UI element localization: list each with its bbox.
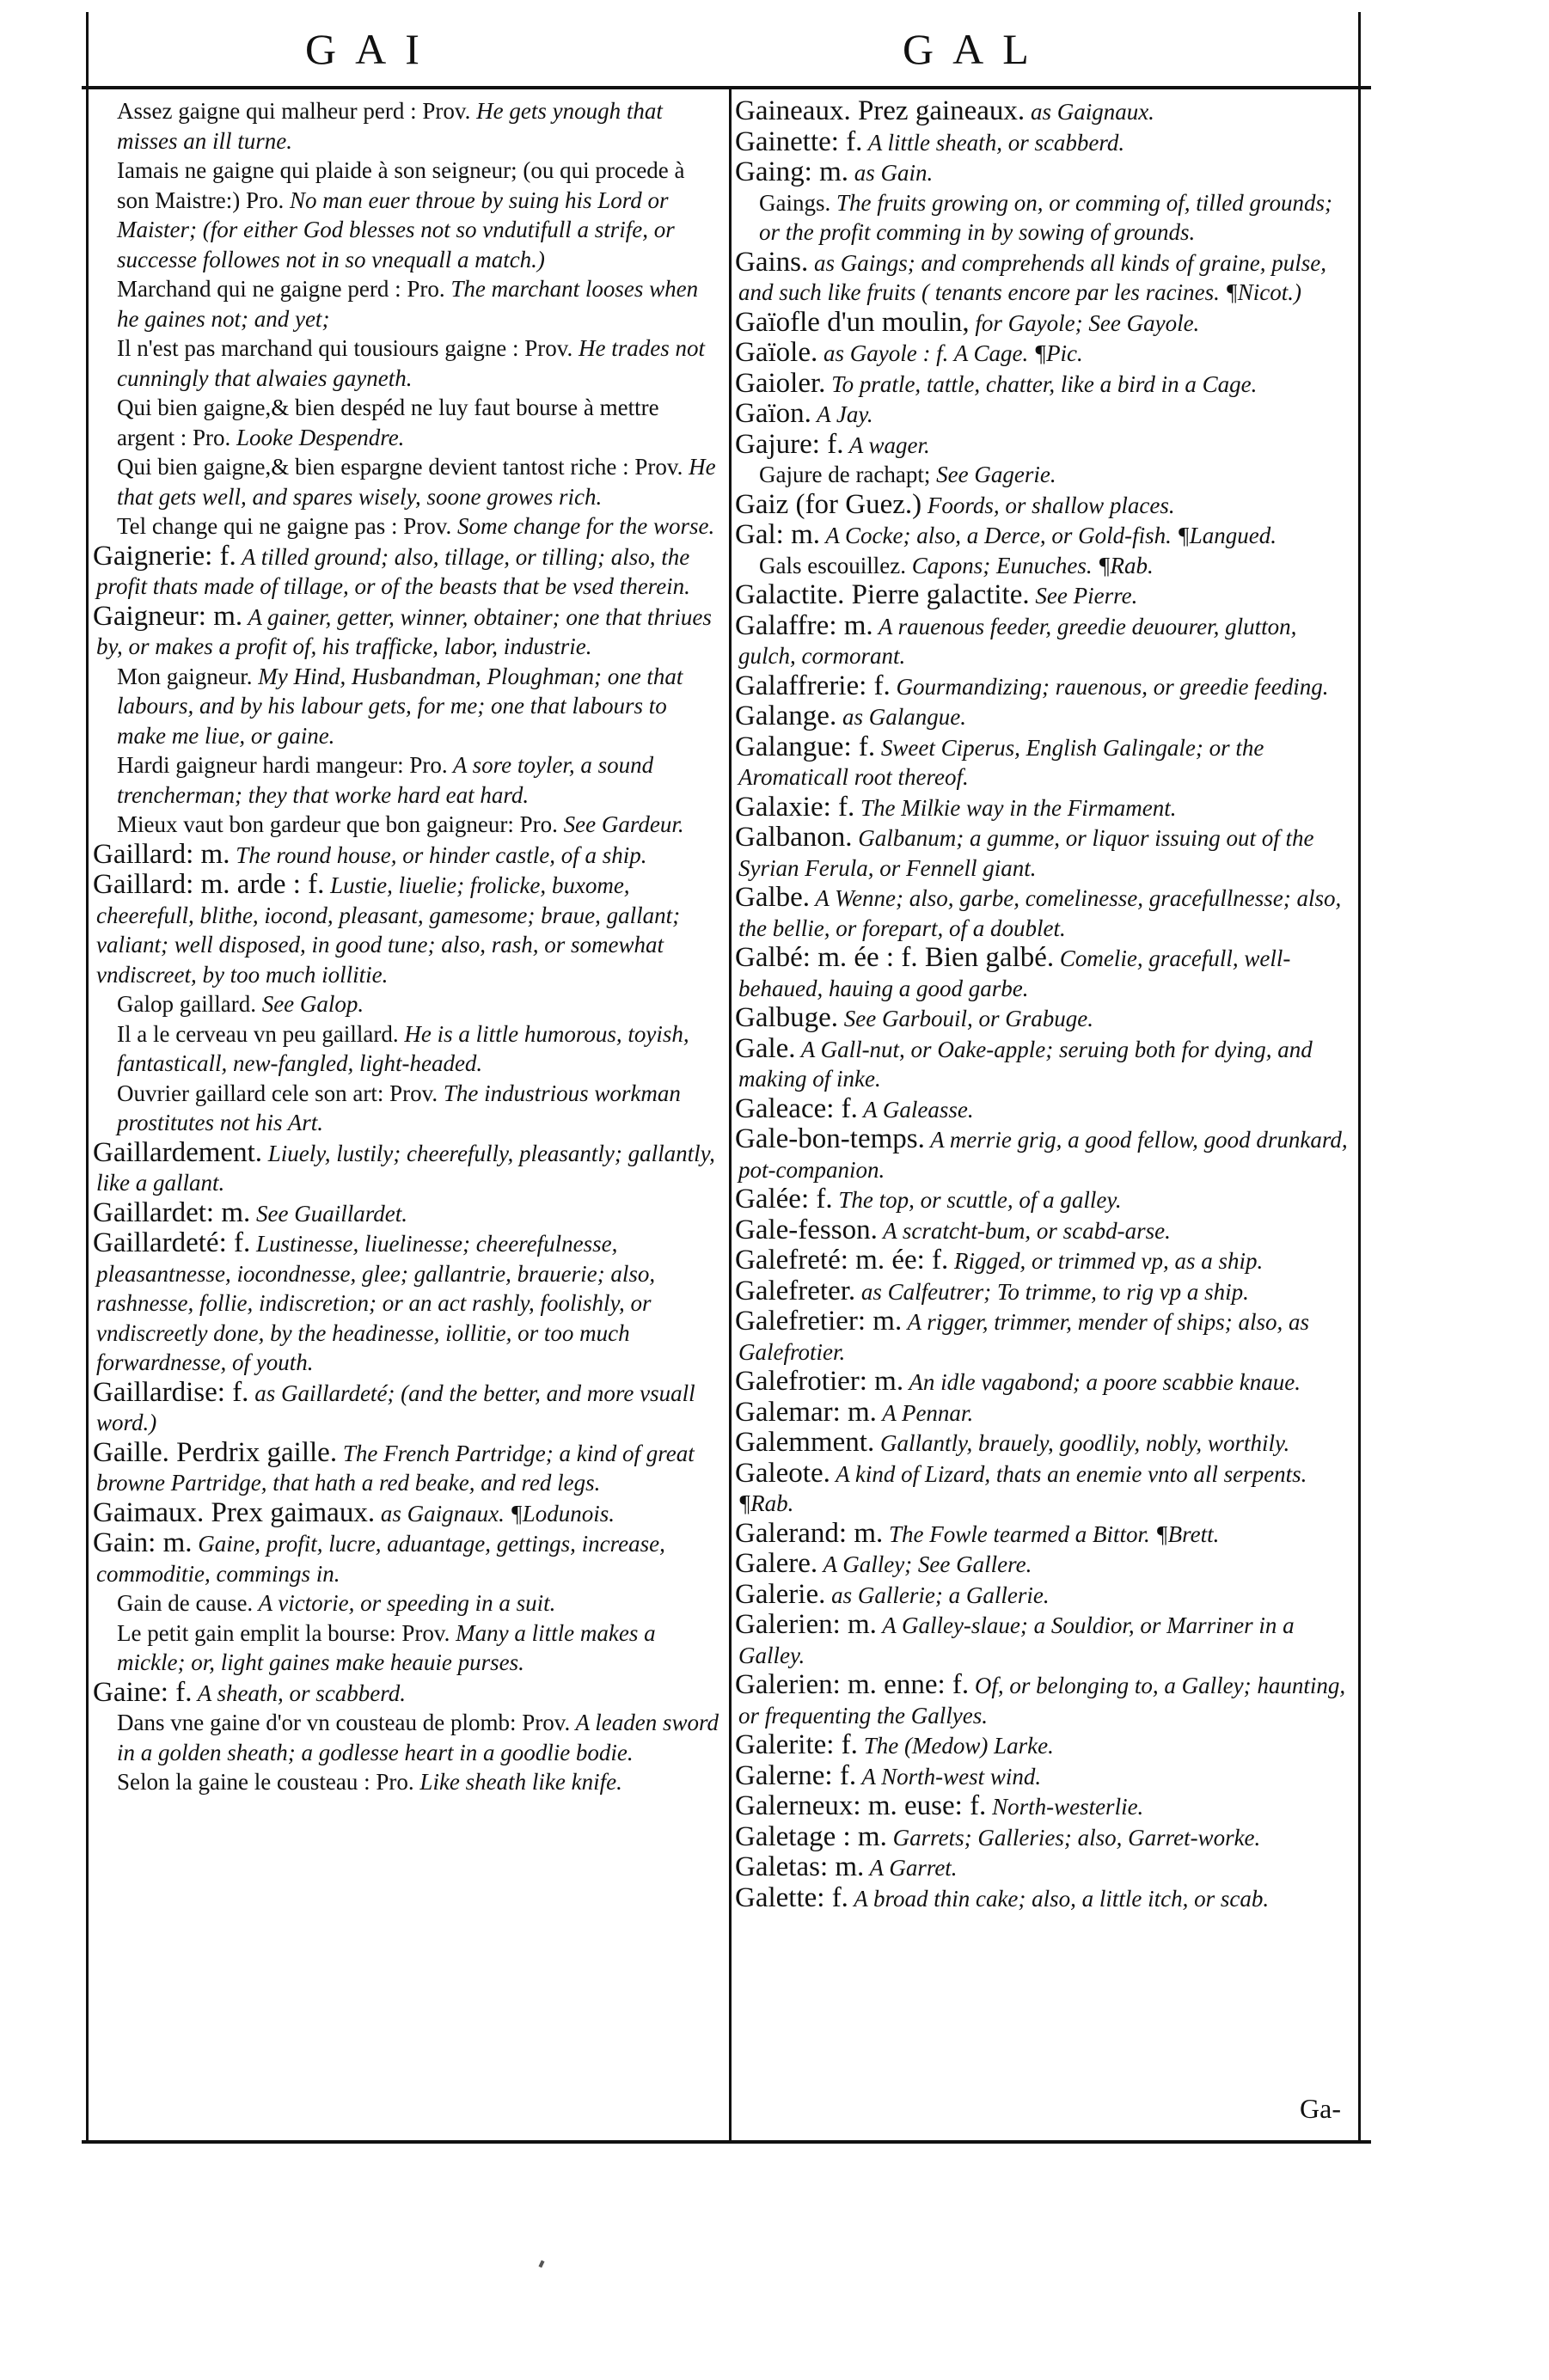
translation: A kind of Lizard, thats an enemie vnto all serpents. ¶Rab. (738, 1460, 1307, 1516)
dictionary-entry (735, 338, 1354, 369)
translation: Rigged, or trimmed vp, as a ship. (948, 1248, 1264, 1274)
headword: Gaillard: m. (93, 838, 230, 870)
headword: Il n'est pas marchand qui tousiours gaigne : Prov. (117, 335, 573, 361)
headword: Gaignerie: f. (93, 540, 236, 572)
headword: Gal: m. (735, 519, 820, 550)
translation: See Gagerie. (930, 462, 1056, 487)
running-head-right: GAL (903, 25, 1048, 73)
headword: Galerien: m. (735, 1609, 877, 1640)
dictionary-entry (735, 1519, 1354, 1550)
headword: Gale. (735, 1032, 796, 1064)
headword: Galbanon. (735, 822, 853, 853)
translation: for Gayole; See Gayole. (969, 309, 1200, 336)
headword: Gaïofle d'un moulin, (735, 306, 970, 338)
dictionary-entry (735, 308, 1354, 339)
dictionary-entry (735, 1124, 1354, 1184)
dictionary-entry (735, 1003, 1354, 1034)
headword: Gaillardement. (93, 1136, 263, 1168)
headword: Gain: m. (93, 1527, 193, 1558)
dictionary-entry (735, 1034, 1354, 1094)
translation: A scratcht-bum, or scabd-arse. (877, 1217, 1171, 1244)
dictionary-entry (93, 602, 720, 662)
dictionary-entry (735, 1761, 1354, 1792)
footer-rule (82, 2140, 1371, 2144)
translation: Of, or belonging to, a Galley; haunting, or frequenting the Gallyes. (738, 1673, 1346, 1728)
sub-entry (93, 333, 720, 393)
page-mark (538, 2261, 544, 2268)
translation: A rauenous feeder, greedie deuourer, glutton, gulch, cormorant. (738, 613, 1297, 669)
translation: He trades not cunningly that alwaies gayneth. (117, 335, 706, 391)
translation: Looke Despendre. (230, 424, 405, 450)
headword: Gaineaux. Prez gaineaux. (735, 95, 1026, 126)
dictionary-entry (735, 1822, 1354, 1853)
dictionary-entry (93, 1378, 720, 1438)
dictionary-entry (735, 399, 1354, 430)
translation: Lustie, liuelie; frolicke, buxome, cheerefull, blithe, iocond, pleasant, gamesome; braue, gallant; valiant; well disposed, in good tune; also, rash, or somewhat vndiscreet, by too much iollitie. (96, 872, 681, 988)
headword: Gaine: f. (93, 1676, 193, 1708)
translation: The round house, or hinder castle, of a ship. (230, 841, 647, 868)
headword: Gals escouillez. (759, 552, 906, 578)
dictionary-entry (735, 1306, 1354, 1367)
translation: Many a little makes a mickle; or, light gaines make heauie purses. (117, 1619, 656, 1675)
translation: A Wenne; also, garbe, comelinesse, gracefullnesse; also, the bellie, or forepart, of a doublet. (738, 885, 1342, 941)
translation: See Galop. (255, 991, 364, 1017)
headword: Gaïole. (735, 337, 818, 368)
translation: No man euer throue by suing his Lord or Maister; (for either God blesses not so vndutifull a strife, or successe followes not in so vnequall a match.) (117, 187, 675, 272)
translation: The Milkie way in the Firmament. (854, 794, 1177, 821)
dictionary-entry (735, 1184, 1354, 1215)
dictionary-entry (735, 1730, 1354, 1761)
dictionary-entry (93, 1198, 720, 1229)
translation: The Fowle tearmed a Bittor. ¶Brett. (883, 1520, 1220, 1547)
sub-entry (735, 460, 1354, 490)
translation: A victorie, or speeding in a suit. (253, 1590, 556, 1616)
headword: Gajure: f. (735, 428, 844, 460)
dictionary-entry (735, 1791, 1354, 1822)
translation: The French Partridge; a kind of great browne Partridge, that hath a red beake, and red legs. (96, 1440, 695, 1496)
headword: Iamais ne gaigne qui plaide à son seigneur; (ou qui procede à son Maistre:) Pro. (117, 157, 685, 213)
translation: Foords, or shallow places. (921, 492, 1175, 518)
sub-entry (93, 452, 720, 511)
headword: Gaille. Perdrix gaille. (93, 1436, 338, 1468)
headword: Galefreter. (735, 1275, 856, 1306)
dictionary-entry (735, 883, 1354, 943)
sub-entry (93, 1079, 720, 1138)
translation: as Gaillardeté; (and the better, and more vsuall word.) (96, 1380, 695, 1435)
dictionary-entry (735, 1367, 1354, 1398)
dictionary-entry (735, 369, 1354, 400)
headword: Galerie. (735, 1578, 826, 1610)
headword: Gale-fesson. (735, 1214, 878, 1245)
translation: Capons; Eunuches. ¶Rab. (905, 552, 1154, 578)
dictionary-entry (735, 127, 1354, 158)
translation: as Gallerie; a Gallerie. (825, 1582, 1050, 1608)
headword: Galeote. (735, 1457, 830, 1489)
sub-entry (93, 1618, 720, 1678)
dictionary-entry (735, 792, 1354, 823)
headword: Il a le cerveau vn peu gaillard. (117, 1020, 399, 1047)
dictionary-entry (93, 840, 720, 871)
translation: as Gain. (848, 160, 934, 186)
dictionary-entry (93, 1678, 720, 1709)
translation: The top, or scuttle, of a galley. (832, 1187, 1122, 1213)
headword: Marchand qui ne gaigne perd : Pro. (117, 276, 445, 302)
headword: Gains. (735, 246, 809, 278)
translation: He gets ynough that misses an ill turne. (117, 98, 663, 154)
translation: A sheath, or scabberd. (192, 1679, 406, 1706)
headword: Galerne: f. (735, 1759, 857, 1791)
dictionary-entry (735, 611, 1354, 671)
sub-entry (93, 989, 720, 1019)
headword: Le petit gain emplit la bourse: Prov. (117, 1619, 450, 1646)
translation: See Pierre. (1029, 583, 1138, 609)
dictionary-entry (735, 157, 1354, 188)
translation: Comelie, gracefull, well-behaued, hauing a good garbe. (738, 945, 1291, 1001)
translation: A tilled ground; also, tillage, or tilling; also, the profit thats made of tillage, or of the beasts that be vsed therein. (96, 543, 690, 599)
sub-entry (93, 1019, 720, 1079)
dictionary-entry (735, 1428, 1354, 1459)
sub-entry (735, 188, 1354, 248)
translation: A Galeasse. (857, 1096, 974, 1123)
dictionary-entry (735, 1670, 1354, 1730)
headword: Ouvrier gaillard cele son art: Prov. (117, 1080, 438, 1106)
sub-entry (93, 810, 720, 840)
headword: Gaïon. (735, 398, 811, 429)
sub-entry (93, 393, 720, 452)
translation: An idle vagabond; a poore scabbie knaue. (903, 1369, 1301, 1395)
dictionary-entry (735, 1852, 1354, 1883)
dictionary-entry (93, 541, 720, 602)
headword: Gaiz (for Guez.) (735, 488, 922, 520)
translation: Gaine, profit, lucre, aduantage, gettings, increase, commoditie, commings in. (96, 1531, 665, 1587)
translation: A little sheath, or scabberd. (862, 129, 1125, 156)
translation: as Galangue. (836, 704, 966, 730)
translation: as Gaignaux. ¶Lodunois. (375, 1500, 615, 1527)
headword: Gainette: f. (735, 125, 863, 157)
translation: Like sheath like knife. (413, 1769, 622, 1795)
left-column (93, 96, 720, 1797)
headword: Galefrotier: m. (735, 1366, 904, 1397)
headword: Galaxie: f. (735, 791, 855, 823)
headword: Hardi gaigneur hardi mangeur: Pro. (117, 752, 448, 778)
translation: A Pennar. (876, 1399, 974, 1426)
translation: The industrious workman prostitutes not his Art. (117, 1080, 681, 1135)
translation: He that gets well, and spares wisely, soone growes rich. (117, 454, 716, 510)
translation: A Galley; See Gallere. (817, 1551, 1032, 1577)
translation: Galbanum; a gumme, or liquor issuing out of the Syrian Ferula, or Fennell giant. (738, 825, 1314, 881)
headword: Gale-bon-temps. (735, 1123, 925, 1154)
dictionary-entry (735, 1276, 1354, 1307)
headword: Galbe. (735, 882, 811, 913)
dictionary-entry (735, 520, 1354, 551)
dictionary-entry (93, 1228, 720, 1378)
translation: A Garret. (864, 1855, 958, 1881)
translation: The marchant looses when he gaines not; and yet; (117, 276, 699, 332)
catchword: Ga- (1300, 2093, 1341, 2124)
sub-entry (93, 156, 720, 274)
headword: Gaillardet: m. (93, 1196, 251, 1228)
translation: He is a little humorous, toyish, fantasticall, new-fangled, light-headed. (117, 1020, 689, 1076)
translation: Liuely, lustily; cheerefully, pleasantly; gallantly, like a gallant. (96, 1140, 715, 1196)
dictionary-entry (735, 1459, 1354, 1519)
translation: A Jay. (811, 401, 873, 427)
headword: Galeace: f. (735, 1092, 858, 1124)
translation: See Guaillardet. (250, 1200, 407, 1227)
column-divider (729, 86, 732, 2140)
translation: A leaden sword in a golden sheath; a godlesse heart in a goodlie bodie. (117, 1710, 719, 1765)
headword: Galemar: m. (735, 1396, 877, 1428)
headword: Galop gaillard. (117, 991, 256, 1017)
sub-entry (93, 511, 720, 541)
translation: Lustinesse, liuelinesse; cheerefulnesse, pleasantnesse, iocondnesse, glee; gallantrie, brauerie; also, rashnesse, follie, indiscretion; or an act rashly, foolishly, or vndiscreetly done, by the headinesse, iollitie, or too much forwardnesse, of youth. (96, 1231, 656, 1375)
sub-entry (93, 1767, 720, 1797)
sub-entry (93, 1588, 720, 1618)
headword: Tel change qui ne gaigne pas : Prov. (117, 513, 452, 539)
dictionary-entry (93, 1138, 720, 1198)
headword: Gaigneur: m. (93, 600, 243, 632)
dictionary-entry (735, 1549, 1354, 1580)
sub-entry (93, 750, 720, 810)
dictionary-entry (735, 430, 1354, 461)
headword: Gaimaux. Prex gaimaux. (93, 1496, 376, 1528)
headword: Galetas: m. (735, 1851, 865, 1882)
headword: Gaing: m. (735, 156, 848, 187)
translation: My Hind, Husbandman, Ploughman; one that labours, and by his labour gets, for me; one that labours to make me liue, or gaine. (117, 663, 683, 749)
translation: as Gayole : f. A Cage. ¶Pic. (817, 340, 1083, 366)
headword: Gaillardise: f. (93, 1376, 249, 1408)
headword: Galactite. Pierre galactite. (735, 579, 1030, 610)
translation: The fruits growing on, or comming of, tilled grounds; or the profit comming in by sowing of grounds. (759, 189, 1333, 245)
dictionary-entry (735, 1610, 1354, 1670)
dictionary-entry (735, 1398, 1354, 1429)
headword: Galbuge. (735, 1002, 839, 1033)
translation: A Cocke; also, a Derce, or Gold-fish. ¶Langued. (819, 523, 1277, 548)
headword: Selon la gaine le cousteau : Pro. (117, 1769, 414, 1795)
headword: Qui bien gaigne,& bien despéd ne luy faut bourse à mettre argent : Pro. (117, 395, 659, 450)
dictionary-entry (735, 1883, 1354, 1914)
dictionary-entry (93, 1498, 720, 1529)
headword: Gaioler. (735, 367, 826, 399)
dictionary-entry (735, 1094, 1354, 1125)
sub-entry (93, 1708, 720, 1767)
sub-entry (93, 274, 720, 333)
headword: Gaings. (759, 189, 831, 216)
dictionary-entry (93, 870, 720, 989)
translation: A sore toyler, a sound trencherman; they that worke hard eat hard. (117, 752, 654, 808)
headword: Galere. (735, 1548, 818, 1579)
translation: North-westerlie. (986, 1794, 1144, 1820)
headword: Galerien: m. enne: f. (735, 1669, 970, 1700)
dictionary-entry (735, 580, 1354, 611)
dictionary-entry (735, 823, 1354, 883)
headword: Galefreté: m. ée: f. (735, 1245, 949, 1276)
translation: Garrets; Galleries; also, Garret-worke. (886, 1824, 1261, 1851)
dictionary-entry (93, 1528, 720, 1588)
translation: A rigger, trimmer, mender of ships; also, as Galefrotier. (738, 1309, 1310, 1365)
dictionary-entry (93, 1438, 720, 1498)
headword: Gaillardeté: f. (93, 1227, 251, 1258)
translation: as Gaings; and comprehends all kinds of graine, pulse, and such like fruits ( tenants encore par les racines. ¶Nicot.) (738, 249, 1326, 305)
headword: Galange. (735, 701, 837, 731)
headword: Galerand: m. (735, 1517, 884, 1549)
translation: A merrie grig, a good fellow, good drunkard, pot-companion. (738, 1127, 1348, 1183)
headword: Galetage : m. (735, 1820, 887, 1852)
translation: Sweet Ciperus, English Galingale; or the Aromaticall root thereof. (738, 734, 1264, 790)
translation: A gainer, getter, winner, obtainer; one that thriues by, or makes a profit of, his trafficke, labor, industrie. (96, 603, 712, 659)
headword: Gajure de rachapt; (759, 462, 931, 487)
headword: Qui bien gaigne,& bien espargne devient tantost riche : Prov. (117, 454, 683, 480)
right-column (735, 96, 1354, 1913)
dictionary-entry (735, 943, 1354, 1003)
headword: Galangue: f. (735, 731, 876, 762)
left-border-rule (86, 12, 89, 2144)
sub-entry (93, 662, 720, 751)
translation: as Calfeutrer; To trimme, to rig vp a ship. (855, 1278, 1249, 1305)
translation: A wager. (843, 431, 930, 458)
right-border-rule (1358, 12, 1361, 2144)
headword: Galerneux: m. euse: f. (735, 1790, 987, 1821)
sub-entry (93, 96, 720, 156)
headword: Galefretier: m. (735, 1306, 903, 1337)
running-head-left: GAI (305, 25, 438, 73)
headword: Assez gaigne qui malheur perd : Prov. (117, 98, 471, 124)
dictionary-entry (735, 1580, 1354, 1611)
headword: Galbé: m. ée : f. Bien galbé. (735, 942, 1055, 973)
dictionary-entry (735, 701, 1354, 732)
translation: See Garbouil, or Grabuge. (838, 1006, 1094, 1031)
dictionary-entry (735, 671, 1354, 702)
translation: A Gall-nut, or Oake-apple; seruing both for dying, and making of inke. (738, 1036, 1313, 1092)
dictionary-entry (735, 1245, 1354, 1276)
headword: Galée: f. (735, 1184, 833, 1214)
translation: A Galley-slaue; a Souldior, or Marriner in a Galley. (738, 1612, 1295, 1668)
header-rule (82, 86, 1371, 89)
translation: A North-west wind. (856, 1763, 1042, 1790)
headword: Dans vne gaine d'or vn cousteau de plomb: Prov. (117, 1710, 571, 1735)
headword: Gain de cause. (117, 1590, 254, 1616)
dictionary-entry (735, 1215, 1354, 1246)
translation: Gallantly, brauely, goodlily, nobly, worthily. (874, 1430, 1290, 1456)
dictionary-entry (735, 96, 1354, 127)
translation: Gourmandizing; rauenous, or greedie feeding. (890, 673, 1329, 700)
translation: Some change for the worse. (451, 513, 715, 539)
translation: To pratle, tattle, chatter, like a bird in a Cage. (825, 370, 1258, 397)
headword: Gaillard: m. arde : f. (93, 869, 325, 900)
dictionary-entry (735, 248, 1354, 308)
sub-entry (735, 551, 1354, 581)
translation: The (Medow) Larke. (857, 1733, 1054, 1759)
dictionary-entry (735, 732, 1354, 792)
headword: Mieux vaut bon gardeur que bon gaigneur: Pro. (117, 811, 558, 837)
headword: Galaffre: m. (735, 609, 873, 641)
translation: A broad thin cake; also, a little itch, or scab. (848, 1885, 1270, 1912)
headword: Galemment. (735, 1427, 875, 1458)
headword: Galaffrerie: f. (735, 670, 891, 701)
translation: See Gardeur. (557, 811, 684, 837)
headword: Mon gaigneur. (117, 663, 253, 689)
headword: Galerite: f. (735, 1729, 858, 1760)
translation: as Gaignaux. (1025, 99, 1154, 125)
headword: Galette: f. (735, 1881, 848, 1913)
dictionary-entry (735, 490, 1354, 521)
